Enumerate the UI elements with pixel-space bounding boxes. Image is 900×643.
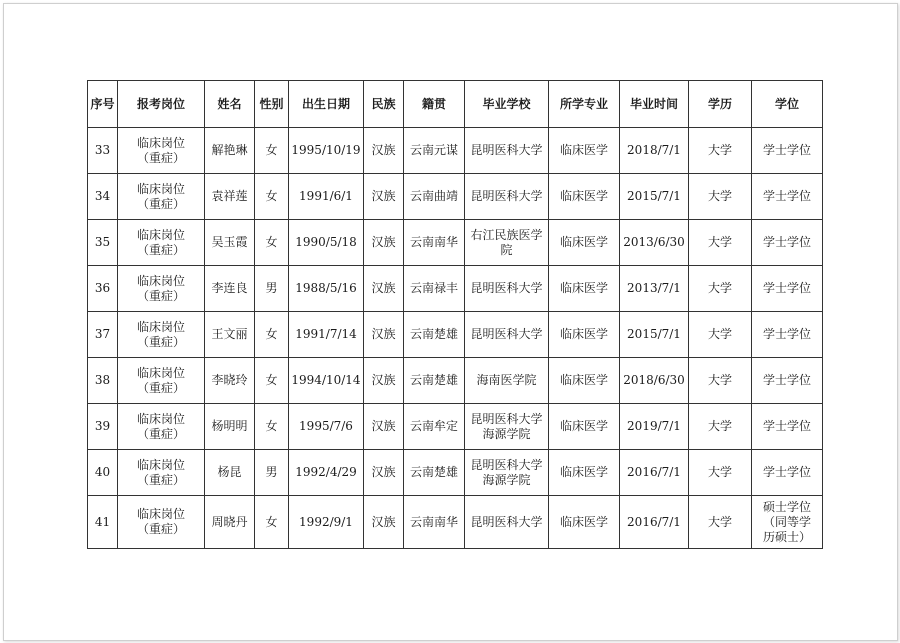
cell-major-text: 临床医学: [559, 281, 608, 295]
cell-major-text: 临床医学: [559, 189, 608, 203]
cell-edu-text: 大学: [707, 143, 732, 157]
header-cell-native: 籍贯: [404, 81, 465, 128]
cell-grad: [620, 128, 689, 174]
cell-school-text: 海源学院: [482, 472, 531, 487]
cell-post-text: 临床岗位: [136, 411, 185, 426]
cell-index-text: 34: [94, 189, 111, 203]
cell-school-text: 昆明医科大学: [470, 327, 543, 341]
cell-index-text: 38: [94, 373, 111, 387]
cell-degree: [752, 312, 823, 358]
cell-birth-text: 1994/10/14: [291, 373, 361, 387]
cell-edu: [689, 312, 752, 358]
cell-post-text: （重症）: [136, 150, 185, 165]
cell-major: [549, 220, 620, 266]
cell-name-text: 李晓玲: [211, 373, 248, 387]
cell-grad: [620, 404, 689, 450]
cell-name-text: 解艳琳: [211, 143, 248, 157]
cell-native: [404, 496, 465, 549]
cell-ethnic-text: 汉族: [371, 143, 396, 157]
cell-ethnic: [364, 404, 404, 450]
table-row: [88, 220, 823, 266]
cell-major: [549, 312, 620, 358]
cell-post-text: 临床岗位: [136, 227, 185, 242]
cell-major-text: 临床医学: [559, 327, 608, 341]
cell-birth: [289, 404, 364, 450]
cell-school-text: 院: [500, 242, 513, 257]
cell-post-text: 临床岗位: [136, 457, 185, 472]
table-row: [88, 266, 823, 312]
cell-gender: [255, 358, 289, 404]
cell-ethnic-text: 汉族: [371, 281, 396, 295]
cell-grad: [620, 358, 689, 404]
cell-index-text: 36: [94, 281, 111, 295]
cell-edu: [689, 266, 752, 312]
cell-edu-text: 大学: [707, 235, 732, 249]
cell-ethnic-text: 汉族: [371, 235, 396, 249]
cell-native-text: 云南楚雄: [409, 327, 458, 341]
cell-post: [118, 220, 205, 266]
cell-post-text: 临床岗位: [136, 365, 185, 380]
cell-name-text: 李连良: [211, 281, 248, 295]
header-cell-edu: 学历: [689, 81, 752, 128]
cell-degree-text: 学士学位: [762, 419, 811, 433]
cell-grad: [620, 450, 689, 496]
cell-name-text: 杨明明: [211, 419, 248, 433]
cell-school: [465, 496, 549, 549]
table-row: [88, 358, 823, 404]
cell-native: [404, 128, 465, 174]
cell-index-text: 35: [94, 235, 111, 249]
cell-name: [205, 266, 255, 312]
cell-index-text: 40: [94, 465, 111, 479]
cell-index: [88, 220, 118, 266]
cell-post-text: （重症）: [136, 196, 185, 211]
cell-ethnic-text: 汉族: [371, 189, 396, 203]
table-body: [88, 128, 823, 549]
cell-degree-text: 学士学位: [762, 189, 811, 203]
cell-degree: [752, 404, 823, 450]
cell-gender: [255, 266, 289, 312]
cell-post: [118, 404, 205, 450]
cell-gender: [255, 128, 289, 174]
cell-birth: [289, 220, 364, 266]
header-cell-ethnic: 民族: [364, 81, 404, 128]
cell-name-text: 袁祥莲: [211, 189, 248, 203]
cell-post-text: （重症）: [136, 242, 185, 257]
header-cell-major: 所学专业: [549, 81, 620, 128]
cell-gender-text: 女: [265, 514, 278, 529]
cell-ethnic: [364, 496, 404, 549]
cell-edu-text: 大学: [707, 514, 732, 529]
cell-school: [465, 450, 549, 496]
cell-major: [549, 496, 620, 549]
cell-degree-text: 学士学位: [762, 143, 811, 157]
cell-degree-text: 历硕士）: [762, 529, 811, 544]
cell-major-text: 临床医学: [559, 235, 608, 249]
table-row: [88, 128, 823, 174]
cell-degree: [752, 450, 823, 496]
cell-post-text: 临床岗位: [136, 181, 185, 196]
cell-degree-text: （同等学: [762, 514, 811, 529]
cell-school: [465, 404, 549, 450]
cell-name-text: 杨昆: [217, 465, 242, 479]
cell-degree: [752, 128, 823, 174]
header-cell-degree: 学位: [752, 81, 823, 128]
cell-native-text: 云南南华: [409, 514, 458, 529]
cell-index: [88, 174, 118, 220]
cell-post-text: （重症）: [136, 472, 185, 487]
cell-major-text: 临床医学: [559, 514, 608, 529]
cell-post-text: （重症）: [136, 288, 185, 303]
header-cell-index: 序号: [88, 81, 118, 128]
cell-gender: [255, 496, 289, 549]
cell-index: [88, 266, 118, 312]
cell-edu-text: 大学: [707, 373, 732, 387]
cell-ethnic-text: 汉族: [371, 465, 396, 479]
cell-edu-text: 大学: [707, 189, 732, 203]
cell-gender-text: 女: [265, 143, 278, 157]
cell-edu: [689, 174, 752, 220]
cell-post-text: （重症）: [136, 522, 185, 536]
cell-major-text: 临床医学: [559, 419, 608, 433]
cell-ethnic-text: 汉族: [371, 419, 396, 433]
cell-post: [118, 450, 205, 496]
header-cell-post: 报考岗位: [118, 81, 205, 128]
cell-ethnic: [364, 220, 404, 266]
cell-edu-text: 大学: [707, 281, 732, 295]
cell-native: [404, 266, 465, 312]
cell-school-text: 昆明医科大学: [470, 514, 543, 529]
cell-gender: [255, 404, 289, 450]
cell-degree-text: 学士学位: [762, 235, 811, 249]
cell-school: [465, 312, 549, 358]
cell-birth-text: 1992/4/29: [295, 465, 357, 479]
cell-native: [404, 174, 465, 220]
cell-ethnic: [364, 450, 404, 496]
cell-native-text: 云南牟定: [409, 419, 458, 433]
table-row: [88, 496, 823, 549]
cell-grad-text: 2015/7/1: [627, 189, 681, 203]
cell-native: [404, 220, 465, 266]
cell-grad-text: 2016/7/1: [627, 514, 681, 529]
cell-school: [465, 220, 549, 266]
table-row: [88, 174, 823, 220]
cell-grad: [620, 220, 689, 266]
cell-birth: [289, 450, 364, 496]
cell-gender: [255, 450, 289, 496]
cell-post: [118, 174, 205, 220]
cell-post: [118, 312, 205, 358]
cell-native-text: 云南曲靖: [409, 189, 458, 203]
cell-grad-text: 2013/6/30: [623, 235, 685, 249]
cell-school: [465, 266, 549, 312]
cell-ethnic-text: 汉族: [371, 373, 396, 387]
cell-gender-text: 女: [265, 373, 278, 387]
cell-post-text: （重症）: [136, 334, 185, 349]
cell-native-text: 云南禄丰: [409, 281, 458, 295]
cell-post: [118, 496, 205, 549]
cell-name: [205, 404, 255, 450]
cell-major-text: 临床医学: [559, 143, 608, 157]
cell-native-text: 云南楚雄: [409, 373, 458, 387]
cell-grad: [620, 174, 689, 220]
applicant-table: [87, 80, 823, 549]
cell-edu: [689, 404, 752, 450]
table-row: [88, 404, 823, 450]
cell-school-text: 昆明医科大学: [470, 411, 543, 426]
cell-grad-text: 2013/7/1: [627, 281, 681, 295]
cell-grad-text: 2018/7/1: [627, 143, 681, 157]
cell-name: [205, 312, 255, 358]
cell-birth: [289, 266, 364, 312]
header-cell-school: 毕业学校: [465, 81, 549, 128]
cell-ethnic-text: 汉族: [371, 327, 396, 341]
cell-post-text: 临床岗位: [136, 507, 185, 521]
cell-degree-text: 学士学位: [762, 281, 811, 295]
cell-ethnic: [364, 266, 404, 312]
cell-grad: [620, 496, 689, 549]
cell-edu: [689, 128, 752, 174]
cell-gender-text: 女: [265, 235, 278, 249]
cell-major-text: 临床医学: [559, 373, 608, 387]
cell-major: [549, 450, 620, 496]
cell-index-text: 41: [94, 514, 111, 529]
cell-index-text: 37: [94, 327, 111, 341]
cell-school-text: 右江民族医学: [470, 227, 543, 242]
cell-degree-text: 学士学位: [762, 465, 811, 479]
cell-grad: [620, 266, 689, 312]
cell-gender-text: 男: [265, 281, 278, 295]
cell-school: [465, 174, 549, 220]
cell-ethnic: [364, 174, 404, 220]
cell-index: [88, 496, 118, 549]
cell-school: [465, 358, 549, 404]
cell-degree: [752, 174, 823, 220]
cell-degree: [752, 266, 823, 312]
cell-school-text: 海源学院: [482, 426, 531, 441]
cell-birth: [289, 496, 364, 549]
table-row: [88, 312, 823, 358]
header-cell-gender: 性别: [255, 81, 289, 128]
cell-major: [549, 174, 620, 220]
cell-school-text: 昆明医科大学: [470, 189, 543, 203]
cell-native: [404, 358, 465, 404]
document-page: [3, 3, 898, 641]
cell-birth-text: 1988/5/16: [295, 281, 357, 295]
cell-name: [205, 220, 255, 266]
cell-name: [205, 128, 255, 174]
cell-birth: [289, 358, 364, 404]
cell-school-text: 昆明医科大学: [470, 143, 543, 157]
cell-grad-text: 2016/7/1: [627, 465, 681, 479]
cell-name: [205, 174, 255, 220]
cell-gender: [255, 220, 289, 266]
cell-name: [205, 358, 255, 404]
cell-birth: [289, 128, 364, 174]
cell-grad-text: 2018/6/30: [623, 373, 685, 387]
cell-gender-text: 女: [265, 419, 278, 433]
cell-ethnic: [364, 312, 404, 358]
cell-native: [404, 312, 465, 358]
cell-degree: [752, 358, 823, 404]
cell-gender: [255, 312, 289, 358]
cell-name-text: 王文丽: [211, 327, 248, 341]
cell-edu-text: 大学: [707, 419, 732, 433]
cell-index-text: 33: [94, 143, 111, 157]
cell-birth-text: 1995/7/6: [299, 419, 353, 433]
cell-birth-text: 1991/6/1: [299, 189, 353, 203]
cell-school: [465, 128, 549, 174]
cell-edu: [689, 450, 752, 496]
cell-major: [549, 128, 620, 174]
cell-birth-text: 1991/7/14: [295, 327, 357, 341]
cell-degree: [752, 496, 823, 549]
cell-post: [118, 266, 205, 312]
cell-name-text: 吴玉霞: [211, 235, 248, 249]
cell-post-text: （重症）: [136, 426, 185, 441]
cell-major: [549, 266, 620, 312]
cell-gender-text: 男: [265, 465, 278, 479]
cell-ethnic: [364, 358, 404, 404]
cell-major: [549, 358, 620, 404]
cell-birth-text: 1995/10/19: [291, 143, 361, 157]
cell-degree-text: 硕士学位: [762, 499, 811, 514]
cell-degree: [752, 220, 823, 266]
cell-post: [118, 128, 205, 174]
cell-degree-text: 学士学位: [762, 327, 811, 341]
cell-birth-text: 1992/9/1: [299, 514, 353, 529]
cell-index: [88, 358, 118, 404]
cell-school-text: 昆明医科大学: [470, 457, 543, 472]
cell-gender-text: 女: [265, 189, 278, 203]
cell-native-text: 云南楚雄: [409, 465, 458, 479]
cell-index: [88, 312, 118, 358]
cell-edu: [689, 496, 752, 549]
cell-post-text: 临床岗位: [136, 273, 185, 288]
cell-index: [88, 404, 118, 450]
cell-birth: [289, 312, 364, 358]
header-cell-grad: 毕业时间: [620, 81, 689, 128]
cell-birth: [289, 174, 364, 220]
cell-birth-text: 1990/5/18: [295, 235, 357, 249]
cell-post: [118, 358, 205, 404]
cell-grad: [620, 312, 689, 358]
cell-major-text: 临床医学: [559, 465, 608, 479]
cell-native-text: 云南元谋: [409, 143, 458, 157]
cell-grad-text: 2015/7/1: [627, 327, 681, 341]
table-header-row: [88, 81, 823, 128]
cell-ethnic-text: 汉族: [371, 514, 396, 529]
cell-edu: [689, 220, 752, 266]
cell-edu-text: 大学: [707, 465, 732, 479]
cell-post-text: （重症）: [136, 380, 185, 395]
cell-name: [205, 496, 255, 549]
cell-edu-text: 大学: [707, 327, 732, 341]
header-cell-birth: 出生日期: [289, 81, 364, 128]
table-row: [88, 450, 823, 496]
cell-index-text: 39: [94, 419, 111, 433]
cell-gender: [255, 174, 289, 220]
cell-post-text: 临床岗位: [136, 135, 185, 150]
cell-ethnic: [364, 128, 404, 174]
cell-degree-text: 学士学位: [762, 373, 811, 387]
cell-name-text: 周晓丹: [211, 514, 248, 529]
cell-native: [404, 450, 465, 496]
cell-native: [404, 404, 465, 450]
header-cell-name: 姓名: [205, 81, 255, 128]
cell-name: [205, 450, 255, 496]
cell-grad-text: 2019/7/1: [627, 419, 681, 433]
cell-post-text: 临床岗位: [136, 319, 185, 334]
cell-index: [88, 450, 118, 496]
cell-index: [88, 128, 118, 174]
cell-edu: [689, 358, 752, 404]
cell-major: [549, 404, 620, 450]
cell-native-text: 云南南华: [409, 235, 458, 249]
cell-school-text: 昆明医科大学: [470, 281, 543, 295]
cell-gender-text: 女: [265, 327, 278, 341]
cell-school-text: 海南医学院: [476, 373, 537, 387]
